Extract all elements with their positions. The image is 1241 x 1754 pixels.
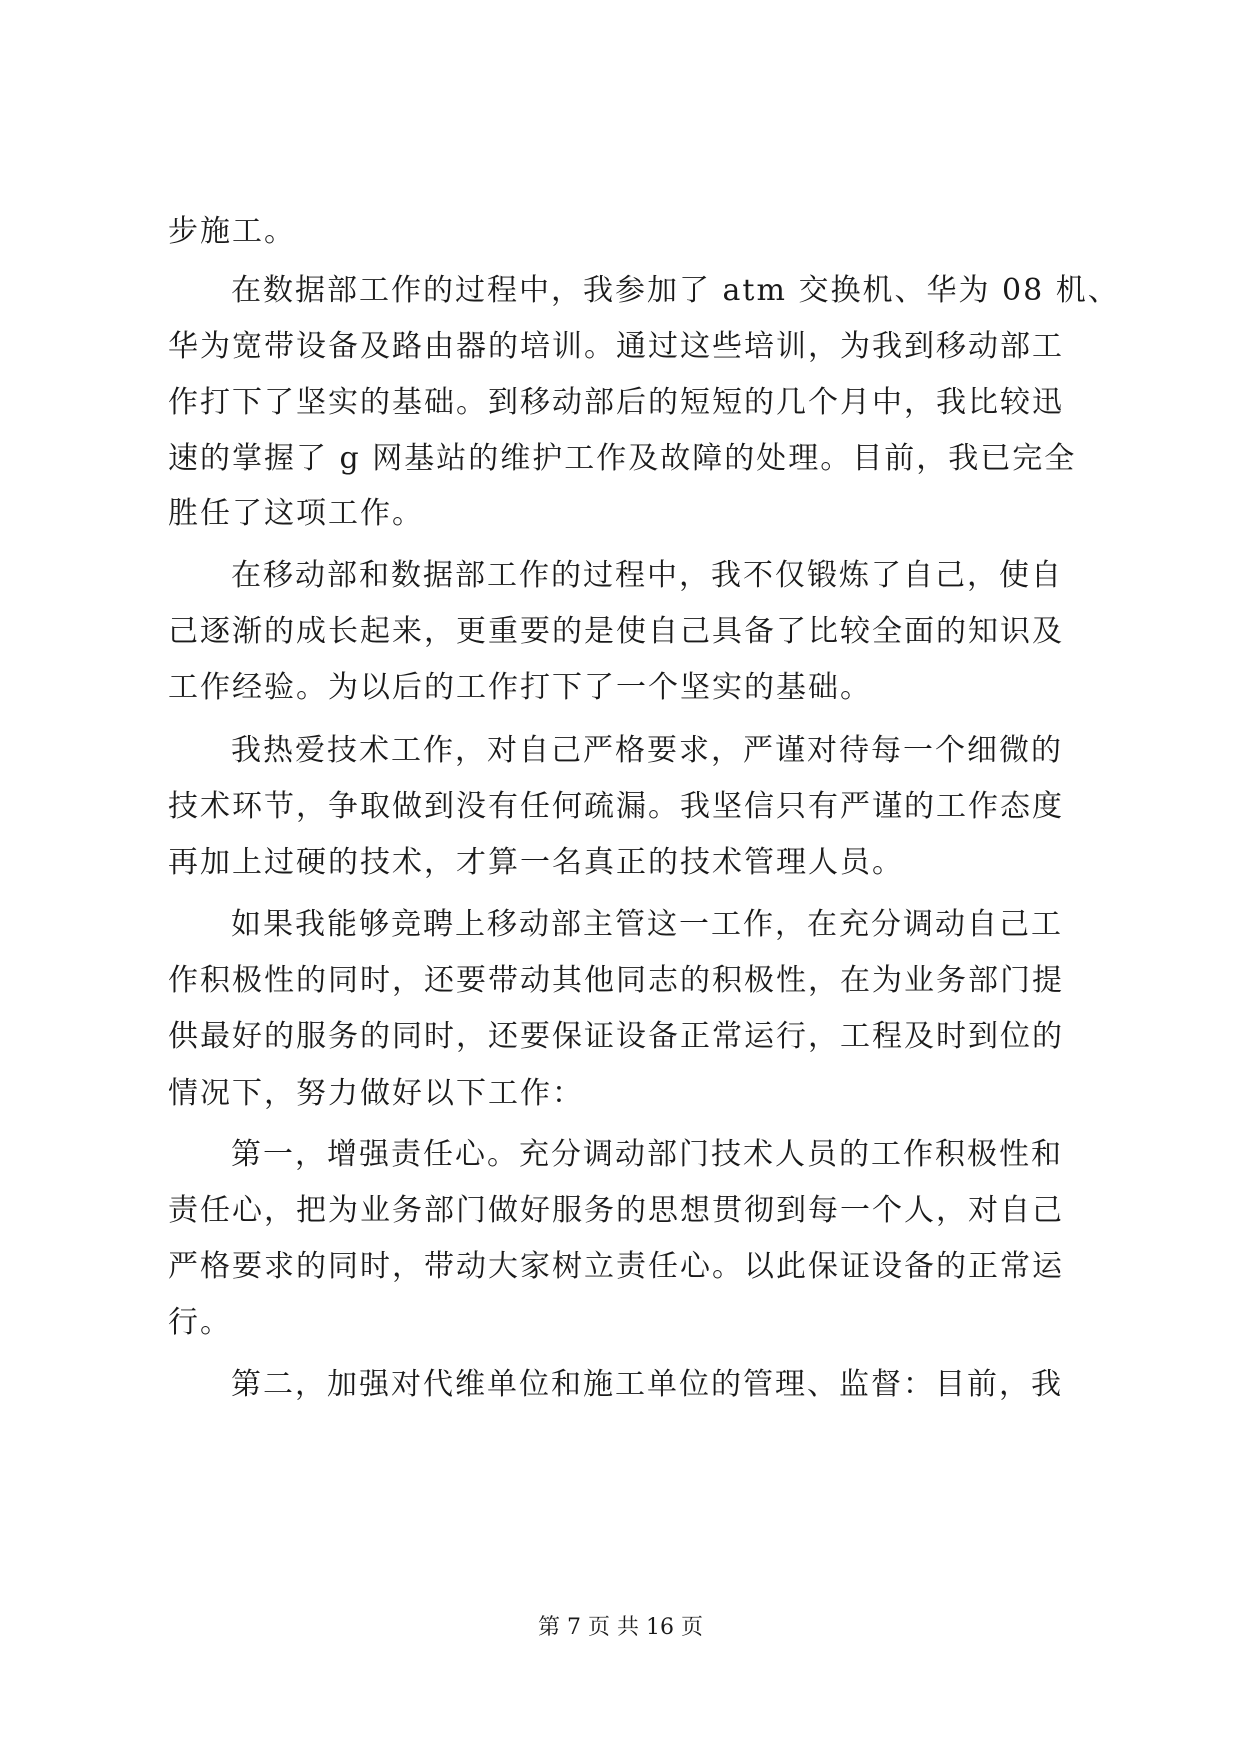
text-line-15: 供最好的服务的同时，还要保证设备正常运行，工程及时到位的 [168, 1019, 1064, 1054]
page-footer: 第 7 页 共 16 页 [538, 1615, 703, 1640]
text-line-17: 第一，增强责任心。充分调动部门技术人员的工作积极性和 [231, 1137, 1063, 1172]
text-line-6: 胜任了这项工作。 [168, 496, 424, 531]
text-line-12: 再加上过硬的技术，才算一名真正的技术管理人员。 [168, 845, 904, 880]
text-line-7: 在移动部和数据部工作的过程中，我不仅锻炼了自己，使自 [231, 558, 1063, 593]
text-line-2: 在数据部工作的过程中，我参加了 atm 交换机、华为 08 机、 [231, 273, 1120, 308]
text-line-16: 情况下，努力做好以下工作： [168, 1076, 584, 1111]
text-line-5: 速的掌握了 g 网基站的维护工作及故障的处理。目前，我已完全 [168, 441, 1077, 476]
text-line-18: 责任心，把为业务部门做好服务的思想贯彻到每一个人，对自己 [168, 1193, 1064, 1228]
text-line-11: 技术环节，争取做到没有任何疏漏。我坚信只有严谨的工作态度 [168, 789, 1064, 824]
text-line-10: 我热爱技术工作，对自己严格要求，严谨对待每一个细微的 [231, 733, 1063, 768]
text-line-19: 严格要求的同时，带动大家树立责任心。以此保证设备的正常运 [168, 1249, 1064, 1284]
text-line-20: 行。 [168, 1305, 232, 1340]
text-line-14: 作积极性的同时，还要带动其他同志的积极性，在为业务部门提 [168, 963, 1064, 998]
text-line-8: 己逐渐的成长起来，更重要的是使自己具备了比较全面的知识及 [168, 614, 1064, 649]
text-line-13: 如果我能够竞聘上移动部主管这一工作，在充分调动自己工 [231, 907, 1063, 942]
text-line-4: 作打下了坚实的基础。到移动部后的短短的几个月中，我比较迅 [168, 385, 1064, 420]
text-line-1: 步施工。 [168, 214, 296, 249]
text-line-3: 华为宽带设备及路由器的培训。通过这些培训，为我到移动部工 [168, 329, 1064, 364]
text-line-9: 工作经验。为以后的工作打下了一个坚实的基础。 [168, 670, 872, 705]
text-line-21: 第二，加强对代维单位和施工单位的管理、监督：目前，我 [231, 1367, 1063, 1402]
